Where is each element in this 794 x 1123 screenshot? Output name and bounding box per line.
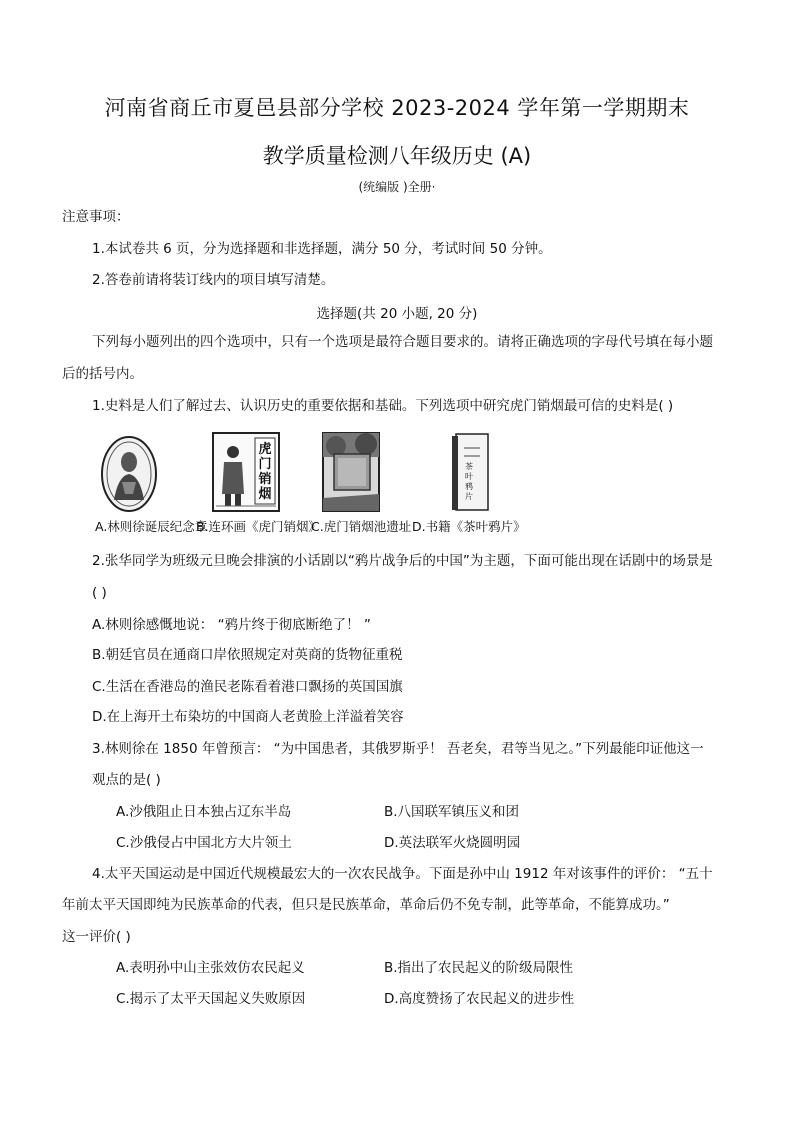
notes-heading: 注意事项：	[62, 209, 130, 225]
q1-image-a	[100, 432, 158, 512]
q3-option-c: C.沙俄侵占中国北方大片领土	[116, 835, 292, 851]
q2-option-a: A.林则徐感慨地说： “鸦片终于彻底断绝了！ ”	[92, 617, 371, 633]
q1-caption-b: B.连环画《虎门销烟》	[196, 519, 322, 534]
q1-caption-a: A.林则徐诞辰纪念章	[95, 519, 208, 534]
q2-option-c: C.生活在香港岛的渔民老陈看着港口飘扬的英国国旗	[92, 679, 403, 695]
q3-stem-line2: 观点的是( )	[92, 772, 161, 788]
q4-option-a: A.表明孙中山主张效仿农民起义	[116, 960, 305, 976]
edition-note: (统编版 )全册·	[358, 180, 436, 194]
q1-caption-d: D.书籍《茶叶鸦片》	[412, 519, 526, 534]
q3-option-b: B.八国联军镇压义和团	[384, 804, 520, 820]
q4-stem-line3: 这一评价( )	[62, 929, 131, 945]
note-item-2: 2.答卷前请将装订线内的项目填写清楚。	[92, 272, 335, 288]
q2-stem-line1: 2.张华同学为班级元旦晚会排演的小话剧以“鸦片战争后的中国”为主题，下面可能出现在话剧中的场景是	[92, 553, 713, 569]
comic-sign-text: 虎门销烟	[258, 442, 272, 502]
q4-stem-line1: 4.太平天国运动是中国近代规模最宏大的一次农民战争。下面是孙中山 1912 年对该事件的评价： “五十	[92, 866, 713, 882]
q4-stem-line2: 年前太平天国即纯为民族革命的代表，但只是民族革命，革命后仍不免专制，此等革命，不能算成功。”	[62, 897, 670, 913]
q2-stem-line2: ( )	[92, 585, 107, 601]
note-item-1: 1.本试卷共 6 页，分为选择题和非选择题，满分 50 分，考试时间 50 分钟。	[92, 241, 552, 257]
exam-title-line1: 河南省商丘市夏邑县部分学校 2023-2024 学年第一学期期末	[104, 96, 690, 120]
exam-title-line2: 教学质量检测八年级历史 (A)	[262, 144, 532, 168]
q2-option-d: D.在上海开土布染坊的中国商人老黄脸上洋溢着笑容	[92, 709, 404, 725]
section-instruction-line1: 下列每小题列出的四个选项中，只有一个选项是最符合题目要求的。请将正确选项的字母代号填在每小题	[92, 334, 713, 350]
book-title-text: 茶叶鸦片	[465, 462, 473, 501]
section-title: 选择题(共 20 小题, 20 分)	[316, 306, 478, 322]
q3-stem-line1: 3.林则徐在 1850 年曾预言： “为中国患者，其俄罗斯乎！ 吾老矣，君等当见之。”下列最能印证他这一	[92, 741, 704, 757]
q1-image-d	[450, 432, 490, 512]
q1-image-b	[212, 432, 280, 512]
commemorative-medal-image	[100, 432, 158, 512]
q1-image-c	[322, 432, 380, 512]
q1-caption-c: C.虎门销烟池遗址	[311, 519, 412, 534]
q3-option-d: D.英法联军火烧圆明园	[384, 835, 521, 851]
q4-option-c: C.揭示了太平天国起义失败原因	[116, 991, 306, 1007]
q3-option-a: A.沙俄阻止日本独占辽东半岛	[116, 804, 292, 820]
q4-option-b: B.指出了农民起义的阶级局限性	[384, 960, 574, 976]
q4-option-d: D.高度赞扬了农民起义的进步性	[384, 991, 575, 1007]
q1-stem: 1.史料是人们了解过去、认识历史的重要依据和基础。下列选项中研究虎门销烟最可信的史料是( )	[92, 398, 674, 414]
historic-site-photo	[322, 432, 380, 512]
q2-option-b: B.朝廷官员在通商口岸依照规定对英商的货物征重税	[92, 647, 403, 663]
section-instruction-line2: 后的括号内。	[62, 366, 143, 382]
